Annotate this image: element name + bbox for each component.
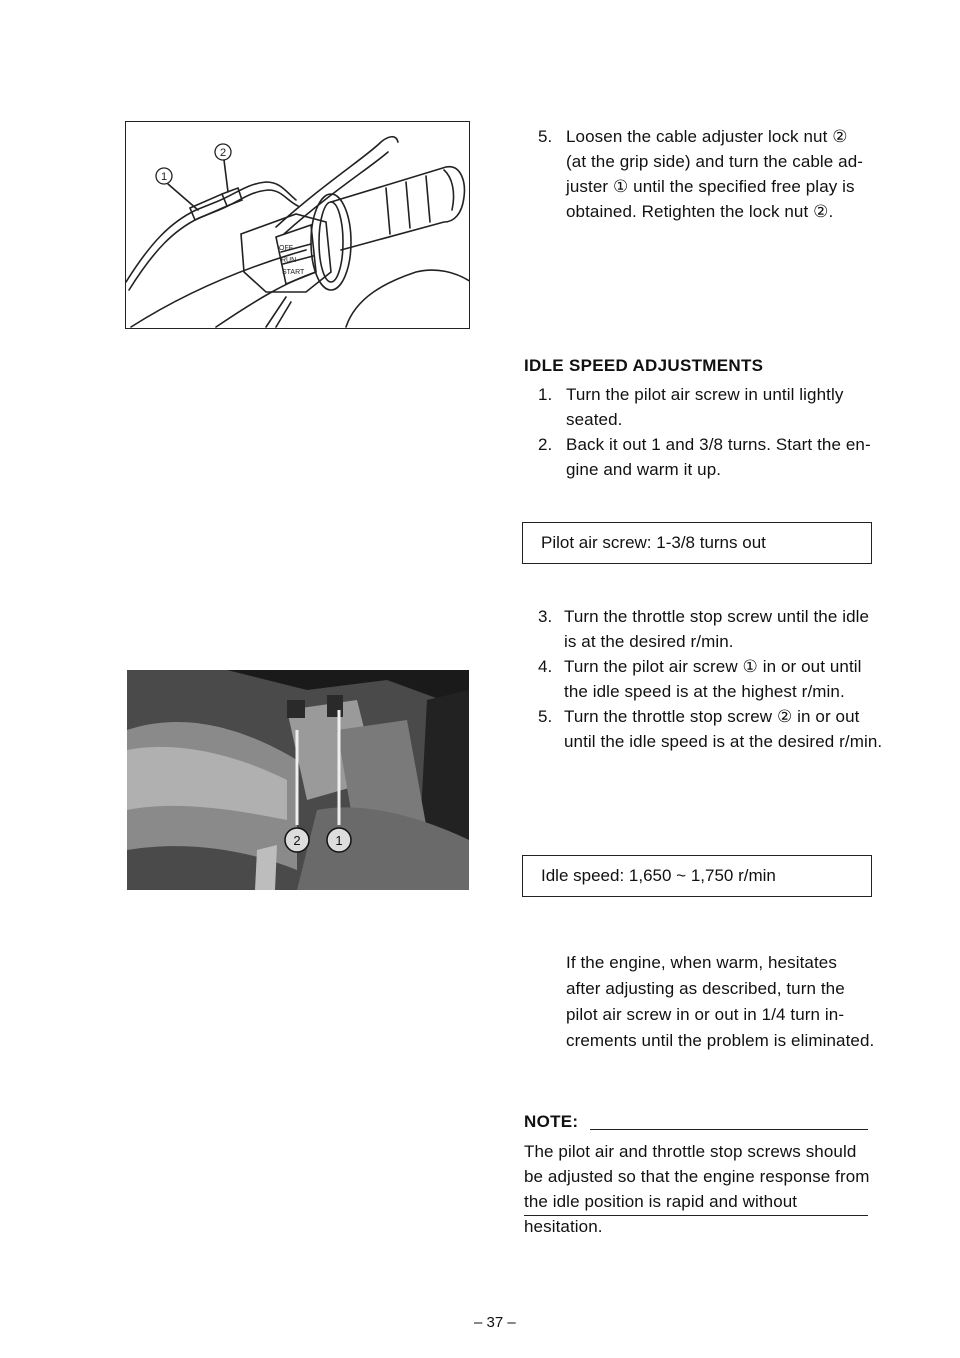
step-line: seated. — [566, 410, 623, 429]
paragraph-line: If the engine, when warm, hesitates — [566, 953, 837, 972]
note-rule-top — [590, 1129, 868, 1130]
step5-line: obtained. Retighten the lock nut ②. — [566, 202, 834, 221]
step5-text — [566, 124, 876, 224]
note-line: The pilot air and throttle stop screws should — [524, 1142, 857, 1161]
note-text — [524, 1139, 874, 1239]
step-text — [566, 382, 876, 432]
step-text — [564, 604, 876, 654]
switch-label-off: OFF — [279, 245, 293, 252]
note-line: be adjusted so that the engine response from — [524, 1167, 870, 1186]
hesitation-paragraph — [566, 950, 878, 1054]
note-line: the idle position is rapid and without hesitation. — [524, 1192, 798, 1236]
callout-2: 2 — [219, 147, 227, 159]
step-line: Back it out 1 and 3/8 turns. Start the en- — [566, 435, 871, 454]
step-line: Turn the throttle stop screw until the idle — [564, 607, 870, 626]
step5-line: (at the grip side) and turn the cable ad- — [566, 152, 864, 171]
spec-pilot-text: Pilot air screw: 1-3/8 turns out — [541, 533, 766, 552]
step-number: 4. — [538, 657, 553, 676]
step-line: is at the desired r/min. — [564, 632, 734, 651]
step-text — [564, 704, 884, 754]
step-number: 2. — [538, 435, 553, 454]
step5-line: Loosen the cable adjuster lock nut ② — [566, 127, 848, 146]
spec-idle-text: Idle speed: 1,650 ~ 1,750 r/min — [541, 866, 776, 885]
step-text — [566, 432, 876, 482]
step-line: the idle speed is at the highest r/min. — [564, 682, 845, 701]
page-number: – 37 – — [474, 1314, 516, 1331]
step5-number: 5. — [538, 127, 553, 146]
note-label: NOTE: — [524, 1112, 579, 1131]
handlebar-drawing — [126, 122, 470, 329]
step-number: 3. — [538, 607, 553, 626]
step5-line: juster ① until the specified free play is — [566, 177, 855, 196]
handlebar-diagram — [125, 121, 470, 329]
step-number: 1. — [538, 385, 553, 404]
note-rule-bottom — [524, 1215, 868, 1216]
carburetor-image — [127, 670, 469, 890]
paragraph-line: after adjusting as described, turn the — [566, 979, 845, 998]
step-line: Turn the pilot air screw in until lightly — [566, 385, 844, 404]
callout-1: 1 — [160, 171, 168, 183]
paragraph-line: crements until the problem is eliminated. — [566, 1031, 875, 1050]
paragraph-line: pilot air screw in or out in 1/4 turn in- — [566, 1005, 845, 1024]
switch-label-start: START — [282, 269, 305, 276]
step-line: gine and warm it up. — [566, 460, 722, 479]
step-line: until the idle speed is at the desired r/min. — [564, 732, 883, 751]
section-heading: IDLE SPEED ADJUSTMENTS — [524, 356, 764, 375]
photo-callout-2: 2 — [293, 833, 301, 848]
spec-box-idle-speed — [522, 855, 872, 897]
step-text — [564, 654, 876, 704]
switch-label-run: RUN — [281, 257, 297, 264]
photo-callout-1: 1 — [335, 833, 343, 848]
carburetor-photo — [127, 670, 469, 890]
step-number: 5. — [538, 707, 553, 726]
spec-box-pilot-screw — [522, 522, 872, 564]
step-line: Turn the throttle stop screw ② in or out — [564, 707, 860, 726]
step-line: Turn the pilot air screw ① in or out until — [564, 657, 862, 676]
